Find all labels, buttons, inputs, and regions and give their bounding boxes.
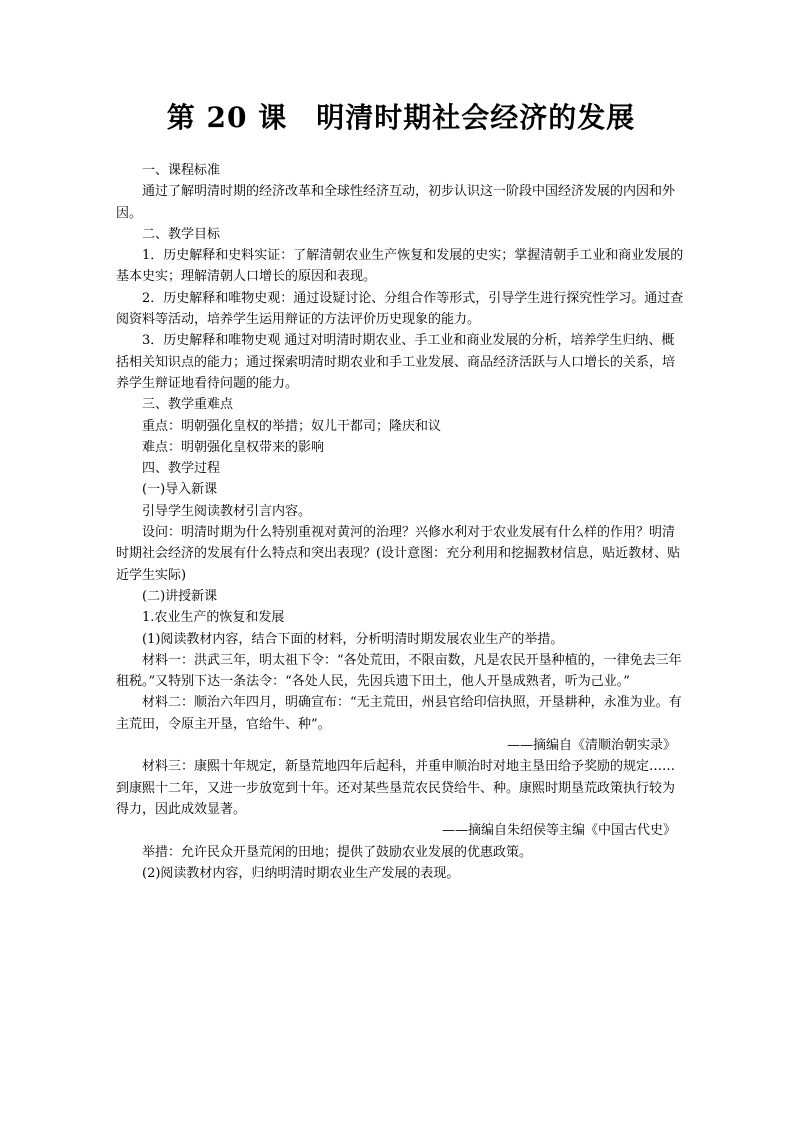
material-1-paragraph: 材料一：洪武三年，明太祖下令：“各处荒田，不限亩数，凡是农民开垦种植的，一律免去三年租税。”又特别下达一条法令：“各处人民，先因兵遗下田土，他人开垦成熟者，听为己业。” [116,652,682,690]
material-2-source: ——摘编自《清顺治朝实录》 [506,738,676,754]
lesson-title: 第 20 课 明清时期社会经济的发展 [166,101,636,134]
subheading-new-lesson: (二)讲授新课 [142,588,218,604]
task-2-paragraph: (2)阅读教材内容，归纳明清时期农业生产发展的表现。 [142,865,460,881]
intro-paragraph: 引导学生阅读教材引言内容。 [142,503,312,519]
section-heading-goals: 二、教学目标 [142,226,221,242]
topic-1-heading: 1.农业生产的恢复和发展 [142,610,285,626]
task-1-paragraph: (1)阅读教材内容，结合下面的材料，分析明清时期发展农业生产的举措。 [142,631,564,647]
material-3-paragraph: 材料三：康熙十年规定，新垦荒地四年后起科，并重申顺治时对地主垦田给予奖励的规定……到康熙十二年，又进一步放宽到十年。还对某些垦荒农民贷给牛、种。康熙时期垦荒政策执行较为得力，因此成效显著。 [116,759,676,817]
goal-1-paragraph: 1．历史解释和史料实证：了解清朝农业生产恢复和发展的史实；掌握清朝手工业和商业发展的基本史实；理解清朝人口增长的原因和表现。 [116,248,684,285]
difficult-point-paragraph: 难点：明朝强化皇权带来的影响 [142,439,325,455]
measures-paragraph: 举措：允许民众开垦荒闲的田地；提供了鼓励农业发展的优惠政策。 [142,844,533,860]
goal-2-paragraph: 2．历史解释和唯物史观：通过设疑讨论、分组合作等形式，引导学生进行探究性学习。通过查阅资料等活动，培养学生运用辩证的方法评价历史现象的能力。 [116,290,684,328]
section-heading-standard: 一、课程标准 [142,163,221,178]
material-2-paragraph: 材料二：顺治六年四月，明确宣布：“无主荒田，州县官给印信执照，开垦耕种，永准为业。有主荒田，令原主开垦，官给牛、种”。 [116,695,682,732]
question-paragraph: 设问：明清时期为什么特别重视对黄河的治理？兴修水利对于农业发展有什么样的作用？明清时期社会经济的发展有什么特点和突出表现？(设计意图：充分利用和挖掘教材信息，贴近教材、贴近学生实际) [116,525,681,583]
goal-3-paragraph: 3．历史解释和唯物史观 通过对明清时期农业、手工业和商业发展的分析，培养学生归纳、概括相关知识点的能力；通过探索明清时期农业和手工业发展、商品经济活跃与人口增长的关系，培养学生辩证地看待问题的能力。 [116,333,676,391]
material-3-source: ——摘编自朱绍侯等主编《中国古代史》 [441,823,676,839]
document-page [116,96,686,884]
subheading-intro: (一)导入新课 [142,482,218,498]
standard-paragraph: 通过了解明清时期的经济改革和全球性经济互动，初步认识这一阶段中国经济发展的内因和外因。 [116,184,676,221]
key-point-paragraph: 重点：明朝强化皇权的举措；奴儿干都司；隆庆和议 [142,418,442,434]
section-heading-key-points: 三、教学重难点 [142,397,234,413]
section-heading-process: 四、教学过程 [142,461,221,477]
